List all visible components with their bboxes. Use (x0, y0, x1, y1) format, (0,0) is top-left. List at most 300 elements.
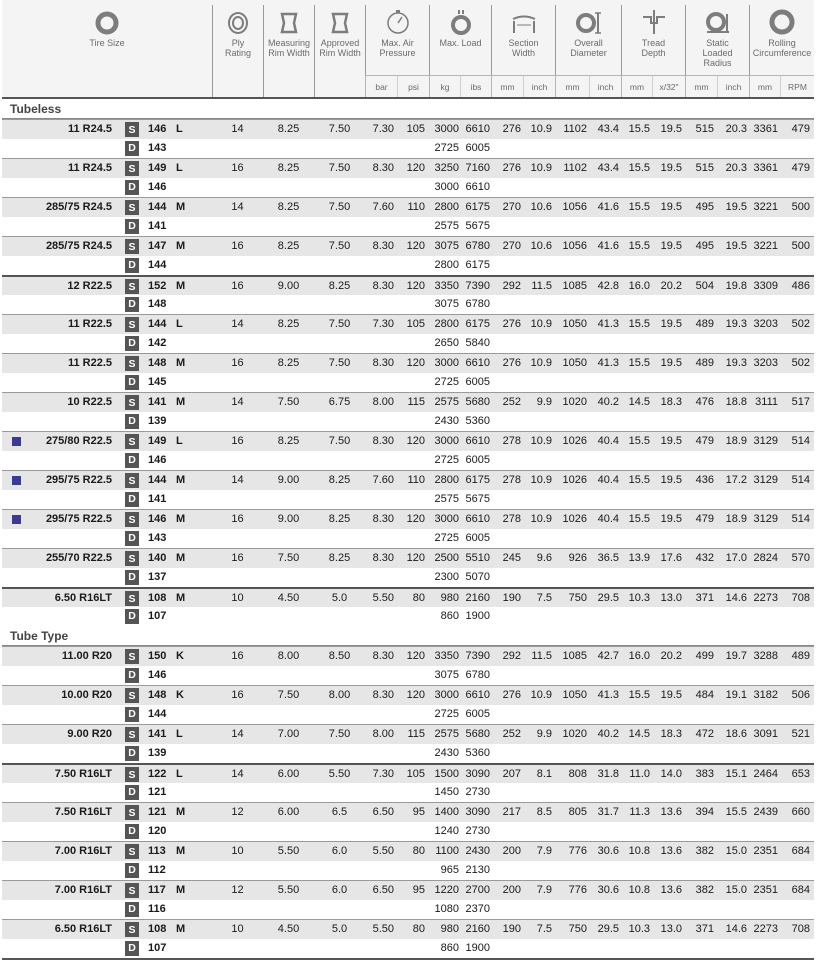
revolutions-per-mile: 708 (791, 923, 810, 936)
overall-diameter-mm: 776 (568, 884, 587, 897)
tire-size: 11.00 R20 (61, 650, 112, 663)
static-radius-inch: 17.0 (725, 552, 747, 565)
dual-badge: D (125, 258, 139, 273)
measuring-rim-width: 6.00 (277, 806, 300, 819)
dual-badge: D (125, 297, 139, 312)
rolling-circumference-mm: 3221 (753, 240, 778, 253)
tire-row-single (2, 431, 814, 451)
revolutions-per-mile: 653 (791, 767, 810, 780)
overall-diameter-inch: 40.2 (597, 728, 619, 741)
tread-depth-mm: 15.5 (628, 357, 650, 370)
overall-diameter-mm: 1020 (562, 396, 587, 409)
max-load-kg-dual: 965 (440, 864, 459, 877)
dual-badge: D (125, 570, 139, 585)
tread-depth-32nds: 19.5 (660, 201, 682, 214)
section-width-mm: 207 (502, 767, 521, 780)
max-load-kg: 1100 (435, 845, 459, 858)
single-badge: S (125, 239, 139, 254)
max-load-kg: 980 (440, 923, 459, 936)
rolling-tire-icon (769, 5, 795, 35)
load-index-single: 121 (148, 806, 167, 819)
ply-rating: 12 (231, 884, 244, 897)
pressure-bar: 5.50 (372, 845, 394, 858)
section-heading: Tubeless (2, 99, 814, 119)
max-load-kg-dual: 2430 (434, 747, 459, 760)
tire-row-single (2, 392, 814, 412)
tire-size: 9.00 R20 (67, 728, 112, 741)
unit-label: bar (365, 75, 397, 97)
tread-depth-mm: 15.5 (628, 689, 650, 702)
speed-symbol: M (176, 396, 186, 409)
dual-badge: D (125, 609, 139, 624)
unit-label: kg (429, 75, 460, 97)
tire-row-single (2, 763, 814, 783)
load-index-single: 108 (148, 923, 167, 936)
speed-symbol: M (176, 591, 186, 604)
dual-badge: D (125, 785, 139, 800)
load-index-dual: 146 (148, 181, 167, 194)
header-ply (212, 5, 263, 97)
load-index-single: 148 (148, 689, 167, 702)
static-radius-inch: 19.8 (725, 279, 747, 292)
tread-depth-32nds: 19.5 (660, 123, 682, 136)
max-load-kg-dual: 3075 (434, 298, 459, 311)
section-width-inch: 8.1 (536, 767, 552, 780)
single-badge: S (125, 434, 139, 449)
tire-row-dual (2, 412, 814, 432)
tire-row-single (2, 509, 814, 529)
max-load-lbs-dual: 5360 (465, 747, 490, 760)
pressure-bar: 8.00 (372, 396, 394, 409)
tire-row-dual (2, 900, 814, 920)
pressure-psi: 105 (406, 767, 425, 780)
max-load-lbs: 6610 (465, 689, 490, 702)
max-load-lbs-dual: 6780 (465, 669, 490, 682)
max-load-lbs: 7160 (465, 162, 490, 175)
measuring-rim-width: 4.50 (277, 591, 300, 604)
load-index-dual: 107 (148, 942, 167, 955)
approved-rim-width: 7.50 (328, 728, 351, 741)
section-heading: Tube Type (2, 626, 814, 646)
overall-diameter-inch: 40.4 (597, 474, 619, 487)
approved-rim-width: 8.00 (328, 689, 351, 702)
static-radius-mm: 495 (695, 240, 714, 253)
rolling-circumference-mm: 3129 (753, 513, 778, 526)
max-load-kg-dual: 2725 (434, 142, 459, 155)
tread-depth-32nds: 19.5 (660, 162, 682, 175)
pressure-psi: 80 (412, 923, 425, 936)
max-load-lbs: 3090 (465, 767, 490, 780)
static-radius-mm: 489 (695, 357, 714, 370)
max-load-lbs-dual: 6175 (465, 259, 490, 272)
header-overall-diameter-label: Overall Diameter (570, 38, 607, 58)
rim-icon (330, 5, 350, 35)
pressure-psi: 105 (406, 318, 425, 331)
tire-size: 285/75 R24.5 (45, 201, 112, 214)
load-index-dual: 144 (148, 259, 167, 272)
overall-diameter-inch: 42.7 (597, 650, 619, 663)
max-load-lbs-dual: 2730 (465, 825, 490, 838)
max-load-lbs-dual: 1900 (465, 942, 490, 955)
speed-symbol: L (176, 162, 183, 175)
max-load-kg-dual: 2725 (434, 376, 459, 389)
header-measuring-rim-label: Measuring Rim Width (267, 38, 311, 58)
pressure-psi: 120 (406, 435, 425, 448)
max-load-kg-dual: 1450 (434, 786, 459, 799)
max-load-lbs: 6175 (465, 318, 490, 331)
measuring-rim-width: 8.25 (277, 357, 300, 370)
max-load-kg-dual: 2800 (434, 259, 459, 272)
max-load-lbs: 2430 (465, 845, 490, 858)
revolutions-per-mile: 479 (791, 162, 810, 175)
max-load-lbs: 5680 (465, 396, 490, 409)
pressure-psi: 120 (406, 279, 425, 292)
speed-symbol: M (176, 923, 186, 936)
approved-rim-width: 7.50 (328, 435, 351, 448)
speed-symbol: M (176, 806, 186, 819)
ply-rating: 10 (231, 923, 244, 936)
section-width-mm: 200 (502, 845, 521, 858)
measuring-rim-width: 8.25 (277, 240, 300, 253)
revolutions-per-mile: 514 (791, 513, 810, 526)
pressure-psi: 105 (406, 123, 425, 136)
header-tire-size (2, 5, 212, 97)
tread-depth-mm: 10.8 (628, 884, 650, 897)
ply-rating: 10 (231, 845, 244, 858)
static-radius-inch: 19.1 (725, 689, 747, 702)
max-load-lbs-dual: 2370 (465, 903, 490, 916)
rolling-circumference-mm: 3361 (753, 123, 778, 136)
single-badge: S (125, 473, 139, 488)
speed-symbol: L (176, 123, 183, 136)
load-index-single: 150 (148, 650, 167, 663)
single-badge: S (125, 922, 139, 937)
static-radius-mm: 515 (695, 123, 714, 136)
speed-symbol: K (176, 689, 184, 702)
section-width-inch: 9.6 (536, 552, 552, 565)
rolling-circumference-mm: 3361 (753, 162, 778, 175)
pressure-psi: 110 (407, 474, 425, 487)
load-index-dual: 121 (148, 786, 167, 799)
tire-size: 11 R22.5 (67, 318, 112, 331)
max-load-lbs: 3090 (465, 806, 490, 819)
overall-diameter-inch: 36.5 (597, 552, 619, 565)
revolutions-per-mile: 502 (791, 357, 810, 370)
tire-size: 10.00 R20 (61, 689, 112, 702)
revolutions-per-mile: 517 (791, 396, 810, 409)
unit-label: inch (589, 75, 621, 97)
max-load-kg: 3075 (434, 240, 459, 253)
overall-diameter-mm: 1102 (563, 123, 587, 136)
ply-icon (227, 5, 249, 35)
pressure-bar: 7.60 (372, 201, 394, 214)
overall-diameter-inch: 41.3 (597, 318, 619, 331)
measuring-rim-width: 8.25 (277, 318, 300, 331)
single-badge: S (125, 591, 139, 606)
static-radius-inch: 19.3 (725, 357, 747, 370)
tire-row-dual (2, 861, 814, 881)
approved-rim-width: 8.25 (328, 279, 351, 292)
pressure-psi: 120 (406, 552, 425, 565)
load-index-single: 144 (148, 201, 167, 214)
static-radius-inch: 19.3 (725, 318, 747, 331)
measuring-rim-width: 8.25 (277, 162, 300, 175)
max-load-lbs-dual: 5840 (465, 337, 490, 350)
section-width-inch: 11.5 (531, 650, 552, 663)
max-load-lbs: 2160 (465, 591, 490, 604)
header-air-pressure-label: Max. Air Pressure (379, 38, 416, 58)
pressure-bar: 8.30 (372, 689, 394, 702)
rolling-circumference-mm: 2273 (753, 923, 778, 936)
single-badge: S (125, 649, 139, 664)
overall-diameter-mm: 805 (568, 806, 587, 819)
unit-label: x/32" (652, 75, 685, 97)
tread-depth-32nds: 13.6 (660, 884, 682, 897)
header-rolling-circumference-label: Rolling Circumference (752, 38, 812, 58)
single-badge: S (125, 356, 139, 371)
section-width-inch: 10.9 (530, 123, 552, 136)
tread-depth-32nds: 13.6 (660, 806, 682, 819)
max-load-kg-dual: 2725 (434, 454, 459, 467)
table-bottom-rule (2, 958, 814, 960)
load-index-dual: 143 (148, 532, 167, 545)
approved-rim-width: 8.50 (328, 650, 351, 663)
speed-symbol: M (176, 513, 186, 526)
section-width-mm: 217 (502, 806, 521, 819)
section-width-inch: 9.9 (536, 728, 552, 741)
revolutions-per-mile: 514 (791, 435, 810, 448)
section-width-inch: 10.6 (530, 240, 552, 253)
static-radius-inch: 20.3 (725, 162, 747, 175)
section-width-mm: 276 (502, 357, 521, 370)
max-load-kg-dual: 2575 (434, 220, 459, 233)
load-index-dual: 148 (148, 298, 167, 311)
tire-size: 285/75 R24.5 (45, 240, 112, 253)
max-load-kg: 2800 (434, 318, 459, 331)
overall-diameter-mm: 776 (568, 845, 587, 858)
tread-depth-32nds: 20.2 (660, 650, 682, 663)
tire-size: 295/75 R22.5 (45, 513, 112, 526)
tire-row-single (2, 158, 814, 178)
max-load-kg-dual: 3075 (434, 669, 459, 682)
ply-rating: 14 (231, 767, 244, 780)
load-index-single: 122 (148, 767, 167, 780)
max-load-kg: 2575 (434, 396, 459, 409)
overall-diameter-inch: 29.5 (597, 923, 619, 936)
tread-depth-mm: 13.9 (628, 552, 650, 565)
tire-row-dual (2, 666, 814, 686)
section-width-mm: 200 (502, 884, 521, 897)
single-badge: S (125, 279, 139, 294)
approved-rim-width: 6.75 (328, 396, 351, 409)
single-badge: S (125, 161, 139, 176)
tire-size: 11 R24.5 (67, 123, 112, 136)
static-radius-mm: 383 (695, 767, 714, 780)
max-load-kg: 3000 (434, 513, 459, 526)
approved-rim-width: 7.50 (328, 201, 351, 214)
max-load-lbs-dual: 5675 (465, 493, 490, 506)
max-load-lbs-dual: 5360 (465, 415, 490, 428)
single-badge: S (125, 883, 139, 898)
static-radius-inch: 19.5 (725, 201, 747, 214)
overall-diameter-inch: 40.4 (597, 513, 619, 526)
ply-rating: 16 (231, 650, 244, 663)
tire-row-single (2, 197, 814, 217)
static-radius-inch: 18.8 (725, 396, 747, 409)
load-index-single: 152 (148, 279, 167, 292)
loaded-radius-icon (705, 5, 731, 35)
speed-symbol: M (176, 240, 186, 253)
max-load-kg-dual: 860 (440, 942, 459, 955)
load-index-single: 141 (148, 396, 167, 409)
static-radius-inch: 20.3 (725, 123, 747, 136)
unit-label: ibs (460, 75, 491, 97)
pressure-bar: 8.30 (372, 240, 394, 253)
section-width-mm: 278 (502, 474, 521, 487)
static-radius-mm: 382 (695, 845, 714, 858)
overall-diameter-inch: 30.6 (597, 884, 619, 897)
approved-rim-width: 5.0 (331, 923, 348, 936)
max-load-kg: 2575 (434, 728, 459, 741)
load-index-dual: 142 (148, 337, 167, 350)
max-load-lbs-dual: 2730 (465, 786, 490, 799)
overall-diameter-inch: 41.3 (597, 357, 619, 370)
dual-badge: D (125, 531, 139, 546)
tread-depth-32nds: 13.6 (660, 845, 682, 858)
approved-rim-width: 6.0 (331, 884, 348, 897)
max-load-kg-dual: 2650 (434, 337, 459, 350)
single-badge: S (125, 844, 139, 859)
tire-row-single (2, 724, 814, 744)
rolling-circumference-mm: 2273 (753, 591, 778, 604)
table-header (2, 0, 814, 99)
pressure-psi: 120 (406, 357, 425, 370)
tread-depth-icon (641, 5, 667, 35)
load-index-dual: 107 (148, 610, 167, 623)
overall-diameter-mm: 1085 (562, 650, 587, 663)
diameter-icon (575, 5, 603, 35)
tire-size: 275/80 R22.5 (45, 435, 112, 448)
ply-rating: 14 (231, 318, 244, 331)
load-index-dual: 141 (148, 220, 167, 233)
overall-diameter-mm: 1085 (562, 279, 587, 292)
static-radius-mm: 394 (695, 806, 714, 819)
max-load-kg-dual: 2575 (434, 493, 459, 506)
section-width-mm: 276 (502, 689, 521, 702)
tire-row-dual (2, 451, 814, 471)
tire-row-single (2, 841, 814, 861)
pressure-bar: 7.30 (372, 318, 394, 331)
load-index-single: 149 (148, 162, 167, 175)
tire-row-dual (2, 373, 814, 393)
tire-row-dual (2, 256, 814, 276)
revolutions-per-mile: 479 (791, 123, 810, 136)
static-radius-mm: 472 (695, 728, 714, 741)
max-load-lbs-dual: 6610 (465, 181, 490, 194)
pressure-bar: 8.30 (372, 552, 394, 565)
tire-row-dual (2, 783, 814, 803)
static-radius-inch: 18.9 (725, 435, 747, 448)
measuring-rim-width: 8.00 (277, 650, 300, 663)
pressure-bar: 8.00 (372, 728, 394, 741)
max-load-kg: 3350 (434, 650, 459, 663)
dual-badge: D (125, 141, 139, 156)
overall-diameter-inch: 40.4 (597, 435, 619, 448)
header-max-load-label: Max. Load (439, 38, 482, 48)
measuring-rim-width: 7.50 (277, 396, 300, 409)
pressure-psi: 95 (412, 884, 425, 897)
load-index-single: 108 (148, 591, 167, 604)
max-load-lbs-dual: 6780 (465, 298, 490, 311)
static-radius-mm: 489 (695, 318, 714, 331)
revolutions-per-mile: 570 (791, 552, 810, 565)
header-tire-size-label: Tire Size (89, 38, 125, 48)
ply-rating: 16 (231, 162, 244, 175)
load-index-dual: 139 (148, 747, 167, 760)
dual-badge: D (125, 375, 139, 390)
speed-symbol: M (176, 474, 186, 487)
max-load-kg: 3000 (434, 435, 459, 448)
tire-spec-table (2, 0, 814, 960)
max-load-lbs-dual: 6005 (465, 376, 490, 389)
rolling-circumference-mm: 3288 (753, 650, 778, 663)
dual-badge: D (125, 707, 139, 722)
max-load-kg-dual: 1240 (434, 825, 459, 838)
tread-depth-mm: 16.0 (628, 279, 650, 292)
max-load-kg-dual: 2725 (434, 708, 459, 721)
tire-size: 11 R22.5 (67, 357, 112, 370)
max-load-lbs: 6610 (465, 123, 490, 136)
tread-depth-mm: 10.3 (628, 591, 650, 604)
approved-rim-width: 8.25 (328, 552, 351, 565)
rolling-circumference-mm: 3111 (755, 396, 778, 409)
header-approved-rim-label: Approved Rim Width (319, 38, 361, 58)
pressure-bar: 5.50 (372, 591, 394, 604)
overall-diameter-mm: 1050 (562, 357, 587, 370)
load-index-single: 117 (148, 884, 166, 897)
tread-depth-32nds: 18.3 (660, 396, 682, 409)
tread-depth-mm: 15.5 (628, 201, 650, 214)
tread-depth-32nds: 14.0 (660, 767, 682, 780)
measuring-rim-width: 8.25 (277, 201, 300, 214)
max-load-lbs-dual: 2130 (465, 864, 490, 877)
approved-rim-width: 5.0 (331, 591, 348, 604)
max-load-lbs: 6610 (465, 513, 490, 526)
section-width-mm: 270 (502, 201, 521, 214)
tire-row-dual (2, 705, 814, 725)
tread-depth-mm: 11.3 (629, 806, 650, 819)
section-width-inch: 10.9 (530, 435, 552, 448)
single-badge: S (125, 512, 139, 527)
max-load-lbs: 5510 (465, 552, 490, 565)
measuring-rim-width: 5.50 (277, 845, 300, 858)
overall-diameter-inch: 40.2 (597, 396, 619, 409)
dual-badge: D (125, 902, 139, 917)
tread-depth-32nds: 13.0 (660, 923, 682, 936)
tire-size: 7.00 R16LT (54, 884, 112, 897)
overall-diameter-mm: 750 (568, 591, 587, 604)
measuring-rim-width: 7.00 (277, 728, 300, 741)
measuring-rim-width: 8.25 (277, 435, 300, 448)
overall-diameter-mm: 750 (568, 923, 587, 936)
overall-diameter-inch: 31.7 (597, 806, 619, 819)
tire-row-single (2, 548, 814, 568)
load-index-single: 146 (148, 123, 167, 136)
tire-row-dual (2, 334, 814, 354)
single-badge: S (125, 317, 139, 332)
section-width-inch: 10.9 (530, 513, 552, 526)
ply-rating: 14 (231, 201, 244, 214)
